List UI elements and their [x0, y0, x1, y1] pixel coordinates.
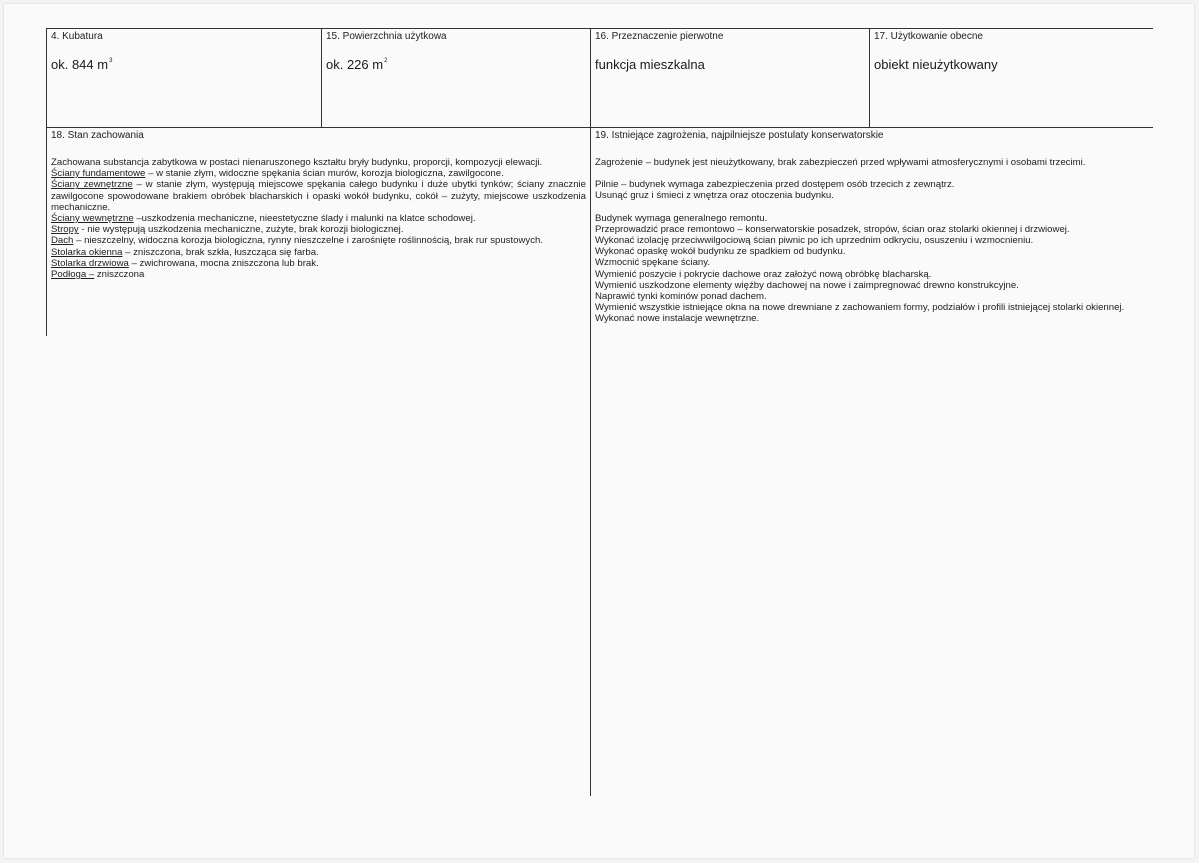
- pilnie-line: Usunąć gruz i śmieci z wnętrza oraz otoczenia budynku.: [595, 190, 834, 202]
- divider-2: [590, 28, 591, 796]
- stan-item: Stolarka drzwiowa – zwichrowana, mocna zniszczona lub brak.: [51, 257, 319, 269]
- stan-zachowania-label: 18. Stan zachowania: [51, 130, 144, 141]
- stan-item: Ściany wewnętrzne –uszkodzenia mechaniczne, nieestetyczne ślady i malunki na klatce schodowej.: [51, 213, 476, 225]
- stan-item: Stolarka okienna – zniszczona, brak szkła, łuszcząca się farba.: [51, 246, 319, 258]
- postulat-line: Wymienić wszystkie istniejące okna na nowe drewniane z zachowaniem formy, podziałów i profili istniejącej stolarki okiennej.: [595, 302, 1125, 314]
- postulat-line: Przeprowadzić prace remontowo – konserwatorskie posadzek, stropów, ścian oraz stolarki okiennej i drzwiowej.: [595, 223, 1070, 235]
- postulat-line: Wymienić poszycie i pokrycie dachowe oraz założyć nową obróbkę blacharską.: [595, 268, 932, 280]
- zagrozenie-line: Zagrożenie – budynek jest nieużytkowany, brak zabezpieczeń przed wpływami atmosferycznymi i osobami trzecimi.: [595, 157, 1086, 168]
- stan-item: Stropy - nie występują uszkodzenia mechaniczne, zużyte, brak korozji biologicznej.: [51, 224, 404, 236]
- divider-1: [321, 28, 322, 127]
- postulat-line: Wymienić uszkodzone elementy więźby dachowej na nowe i zaimpregnować drewno konstrukcyjne.: [595, 279, 1019, 291]
- postulat-line: Wykonać opaskę wokół budynku ze spadkiem od budynku.: [595, 246, 846, 258]
- stan-item: Ściany fundamentowe – w stanie złym, widoczne spękania ścian murów, korozja biologiczna, zawilgocone.: [51, 168, 504, 180]
- postulat-line: Wzmocnić spękane ściany.: [595, 257, 710, 269]
- stan-item: Dach – nieszczelny, widoczna korozja biologiczna, rynny nieszczelne i zarośnięte roślinnością, brak rur spustowych.: [51, 235, 544, 247]
- uzytkowanie-value: obiekt nieużytkowany: [874, 57, 998, 72]
- postulat-line: Wykonać izolację przeciwwilgociową ścian piwnic po ich uprzednim odkryciu, osuszeniu i wzmocnieniu.: [595, 235, 1034, 247]
- powierzchnia-label: 15. Powierzchnia użytkowa: [326, 31, 447, 42]
- top-border: [46, 28, 1153, 29]
- kubatura-value: ok. 844 $m^3$: [51, 57, 113, 72]
- przeznaczenie-label: 16. Przeznaczenie pierwotne: [595, 31, 724, 42]
- left-border: [46, 28, 47, 336]
- zagrozenia-text: [595, 157, 1145, 325]
- stan-item: Podłoga – zniszczona: [51, 269, 145, 281]
- stan-zachowania-text: [51, 157, 586, 280]
- stan-intro: Zachowana substancja zabytkowa w postaci nienaruszonego kształtu bryły budynku, proporcji, kompozycji elewacji.: [51, 157, 543, 168]
- pilnie-line: Pilnie – budynek wymaga zabezpieczenia przed dostępem osób trzecich z zewnątrz.: [595, 179, 955, 191]
- postulat-line: Budynek wymaga generalnego remontu.: [595, 212, 768, 224]
- przeznaczenie-value: funkcja mieszkalna: [595, 57, 705, 72]
- postulat-line: Naprawić tynki kominów ponad dachem.: [595, 291, 767, 303]
- stan-item: Ściany zewnętrzne – w stanie złym, występują miejscowe spękania całego budynku i duże ubytki tynków; ściany znacznie zawilgocone spowodowane brakiem obróbek blacharskich i opaski wokół budynku, cokół – zużyty, miejscowe uszkodzenia mechaniczne.: [51, 179, 586, 213]
- zagrozenia-label: 19. Istniejące zagrożenia, najpilniejsze postulaty konserwatorskie: [595, 130, 884, 141]
- divider-3: [869, 28, 870, 127]
- middle-border: [46, 127, 1153, 128]
- powierzchnia-value: ok. 226 $m^2$: [326, 57, 388, 72]
- uzytkowanie-label: 17. Użytkowanie obecne: [874, 31, 983, 42]
- postulat-line: Wykonać nowe instalacje wewnętrzne.: [595, 313, 760, 325]
- kubatura-label: 4. Kubatura: [51, 31, 103, 42]
